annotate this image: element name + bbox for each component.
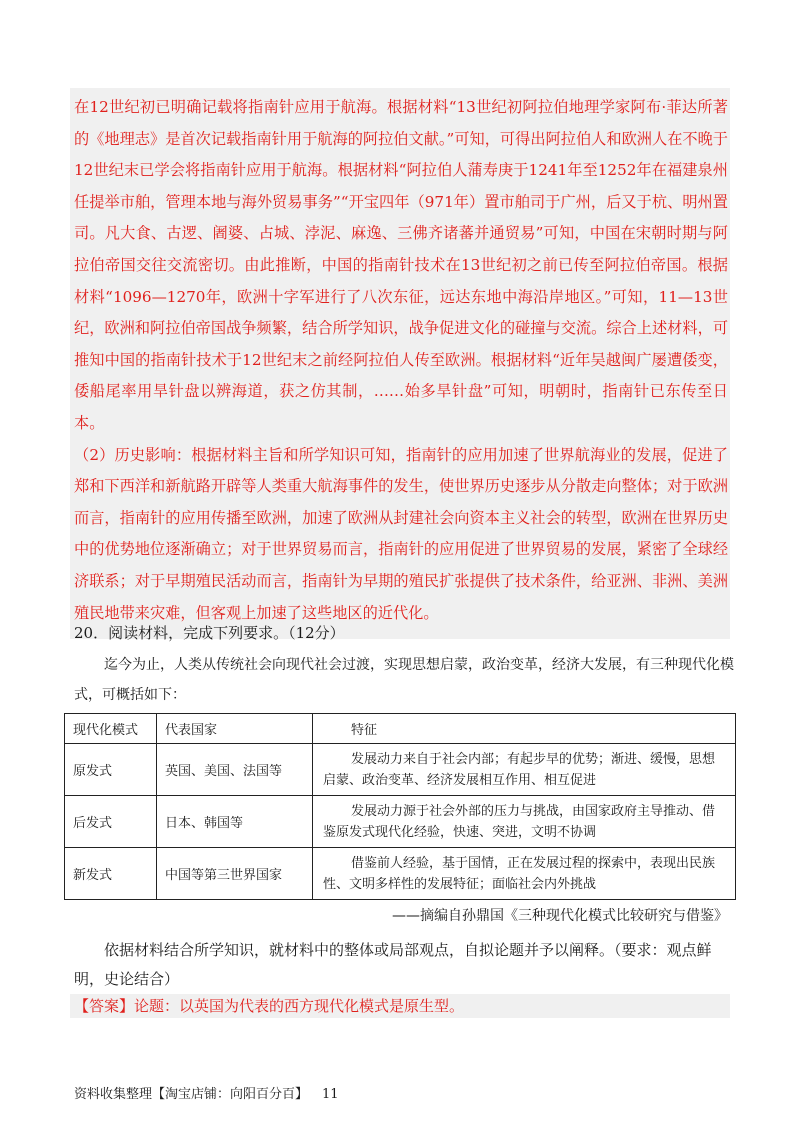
countries-cell: 英国、美国、法国等 (157, 744, 313, 796)
table-header-cell: 特征 (313, 714, 736, 744)
table-header-cell: 代表国家 (157, 714, 313, 744)
answer-paragraph-2: （2）历史影响：根据材料主旨和所学知识可知，指南针的应用加速了世界航海业的发展，促进了郑和下西洋和新航路开辟等人类重大航海事件的发生，使世界历史逐步从分散走向整体；对于欧洲而言，指南针的应用传播至欧洲，加速了欧洲从封建社会向资本主义社会的转型，欧洲在世界历史中的优势地位逐渐确立；对于世界贸易而言，指南针的应用促进了世界贸易的发展，紧密了全球经济联系；对于早期殖民活动而言，指南针为早期的殖民扩张提供了技术条件，给亚洲、非洲、美洲殖民地带来灾难，但客观上加速了这些地区的近代化。 (74, 445, 728, 622)
table-header-row (65, 714, 736, 744)
answer-explanation-block (70, 88, 730, 639)
mode-cell: 新发式 (65, 848, 157, 900)
material-source: ——摘编自孙鼎国《三种现代化模式比较研究与借鉴》 (392, 908, 728, 924)
question-instruction: 依据材料结合所学知识，就材料中的整体或局部观点，自拟论题并予以阐释。（要求：观点鲜明，史论结合） (74, 941, 712, 988)
mode-cell: 原发式 (65, 744, 157, 796)
countries-cell: 中国等第三世界国家 (157, 848, 313, 900)
material-intro: 迄今为止，人类从传统社会向现代社会过渡，实现思想启蒙，政治变革，经济大发展，有三种现代化模式，可概括如下： (74, 657, 734, 703)
answer-line: 【答案】论题：以英国为代表的西方现代化模式是原生型。 (70, 994, 730, 1018)
table-row (65, 848, 736, 900)
features-cell: 借鉴前人经验，基于国情，正在发展过程的探索中，表现出民族性、文明多样性的发展特征；面临社会内外挑战 (313, 848, 736, 900)
question-heading: 20．阅读材料，完成下列要求。（12分） (74, 624, 345, 642)
page-number: 11 (322, 1087, 339, 1102)
table-row (65, 744, 736, 796)
footer-text: 资料收集整理【淘宝店铺：向阳百分百】 (74, 1087, 309, 1102)
table-header-cell: 现代化模式 (65, 714, 157, 744)
features-cell: 发展动力源于社会外部的压力与挑战，由国家政府主导推动、借鉴原发式现代化经验，快速、突进，文明不协调 (313, 796, 736, 848)
modernization-table (64, 713, 736, 900)
mode-cell: 后发式 (65, 796, 157, 848)
answer-paragraph-1: 在12世纪初已明确记载将指南针应用于航海。根据材料“13世纪初阿拉伯地理学家阿布·菲达所著的《地理志》是首次记载指南针用于航海的阿拉伯文献。”可知，可得出阿拉伯人和欧洲人在不晚于12世纪末已学会将指南针应用于航海。根据材料“阿拉伯人蒲寿庚于1241年至1252年在福建泉州任提举市舶，管理本地与海外贸易事务”“开宝四年（971年）置市舶司于广州，后又于杭、明州置司。凡大食、古逻、阇婆、占城、浡泥、麻逸、三佛齐诸蕃并通贸易”可知，中国在宋朝时期与阿拉伯帝国交往交流密切。由此推断，中国的指南针技术在13世纪初之前已传至阿拉伯帝国。根据材料“1096—1270年，欧洲十字军进行了八次东征，远达东地中海沿岸地区。”可知，11—13世纪，欧洲和阿拉伯帝国战争频繁，结合所学知识，战争促进文化的碰撞与交流。综合上述材料，可推知中国的指南针技术于12世纪末之前经阿拉伯人传至欧洲。根据材料“近年吴越闽广屡遭倭变，倭船尾率用旱针盘以辨海道，获之仿其制，……始多旱针盘”可知，明朝时，指南针已东传至日本。 (74, 98, 728, 432)
countries-cell: 日本、韩国等 (157, 796, 313, 848)
features-cell: 发展动力来自于社会内部；有起步早的优势；渐进、缓慢，思想启蒙、政治变革、经济发展相互作用、相互促进 (313, 744, 736, 796)
table-row (65, 796, 736, 848)
page-footer (74, 1083, 339, 1102)
